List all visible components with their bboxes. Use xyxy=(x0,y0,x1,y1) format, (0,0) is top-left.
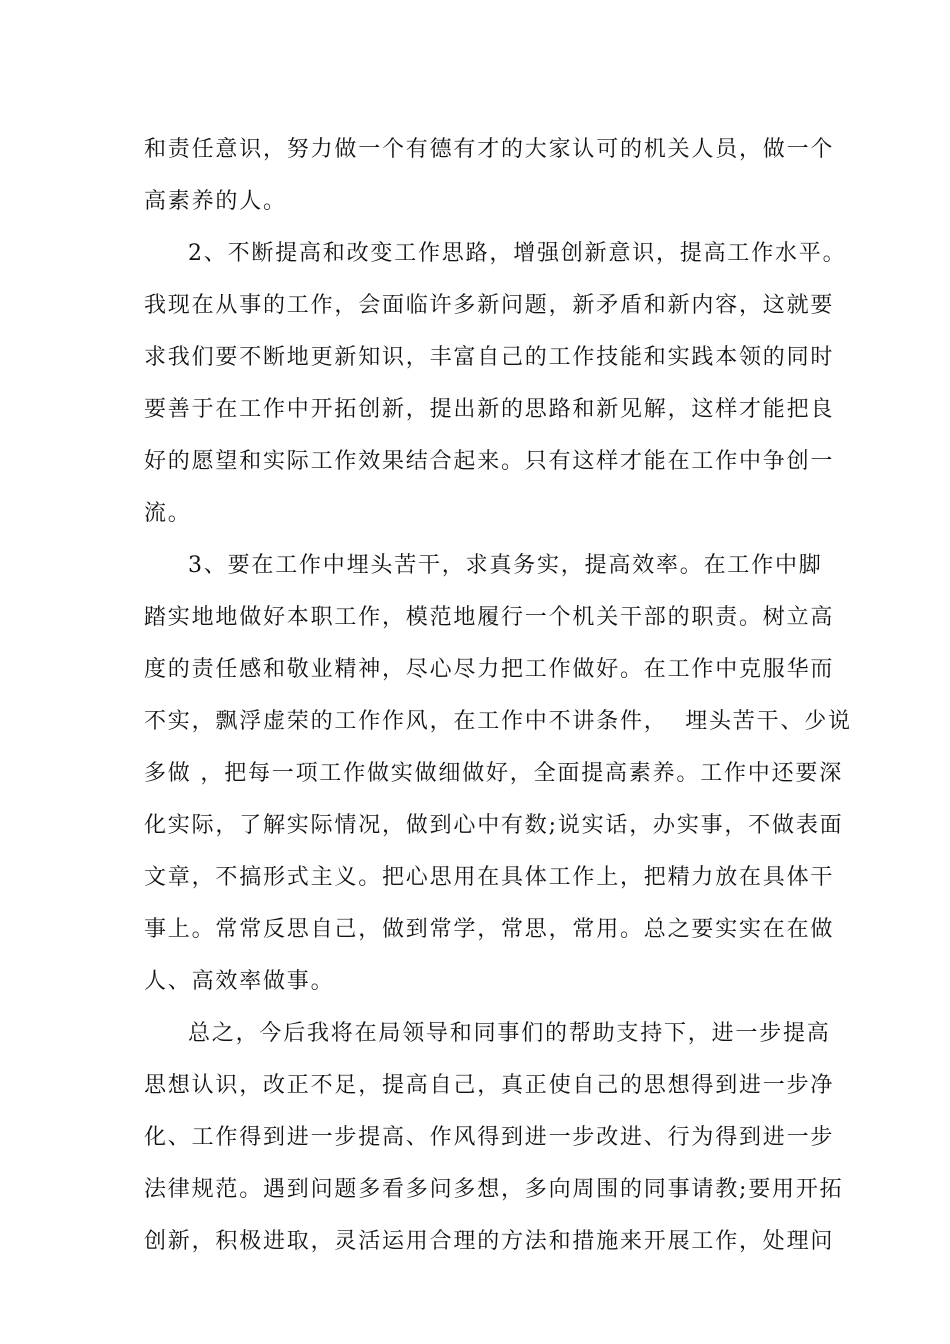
text-line: 度的责任感和敬业精神，尽心尽力把工作做好。在工作中克服华而 xyxy=(144,657,835,682)
text-line: 高素养的人。 xyxy=(144,189,287,214)
text-line: 和责任意识，努力做一个有德有才的大家认可的机关人员，做一个 xyxy=(144,137,835,162)
text-line: 要善于在工作中开拓创新，提出新的思路和新见解，这样才能把良 xyxy=(144,397,835,422)
text-line: 2、不断提高和改变工作思路，增强创新意识，提高工作水平。 xyxy=(188,241,847,266)
text-line: 好的愿望和实际工作效果结合起来。只有这样才能在工作中争创一 xyxy=(144,449,835,474)
text-line: 踏实地地做好本职工作，模范地履行一个机关干部的职责。树立高 xyxy=(144,605,835,630)
text-line: 化、工作得到进一步提高、作风得到进一步改进、行为得到进一步 xyxy=(144,1125,835,1150)
text-line: 人、高效率做事。 xyxy=(144,969,335,994)
text-line: 总之，今后我将在局领导和同事们的帮助支持下，进一步提高 xyxy=(188,1021,831,1046)
text-line: 文章，不搞形式主义。把心思用在具体工作上，把精力放在具体干 xyxy=(144,865,835,890)
text-line: 不实，飘浮虚荣的工作作风，在工作中不讲条件， 埋头苦干、少说 xyxy=(144,709,852,734)
text-line: 我现在从事的工作，会面临许多新问题，新矛盾和新内容，这就要 xyxy=(144,293,835,318)
text-line: 3、要在工作中埋头苦干，求真务实，提高效率。在工作中脚 xyxy=(188,553,823,578)
text-line: 思想认识，改正不足，提高自己，真正使自己的思想得到进一步净 xyxy=(144,1073,835,1098)
text-line: 法律规范。遇到问题多看多问多想，多向周围的同事请教;要用开拓 xyxy=(144,1177,844,1202)
text-line: 化实际，了解实际情况，做到心中有数;说实话，办实事，不做表面 xyxy=(144,813,844,838)
text-line: 创新，积极进取，灵活运用合理的方法和措施来开展工作，处理问 xyxy=(144,1229,835,1254)
text-line: 事上。常常反思自己，做到常学，常思，常用。总之要实实在在做 xyxy=(144,917,835,942)
text-line: 流。 xyxy=(144,501,192,526)
text-line: 多做 ，把每一项工作做实做细做好，全面提高素养。工作中还要深 xyxy=(144,761,843,786)
text-line: 求我们要不断地更新知识，丰富自己的工作技能和实践本领的同时 xyxy=(144,345,835,370)
